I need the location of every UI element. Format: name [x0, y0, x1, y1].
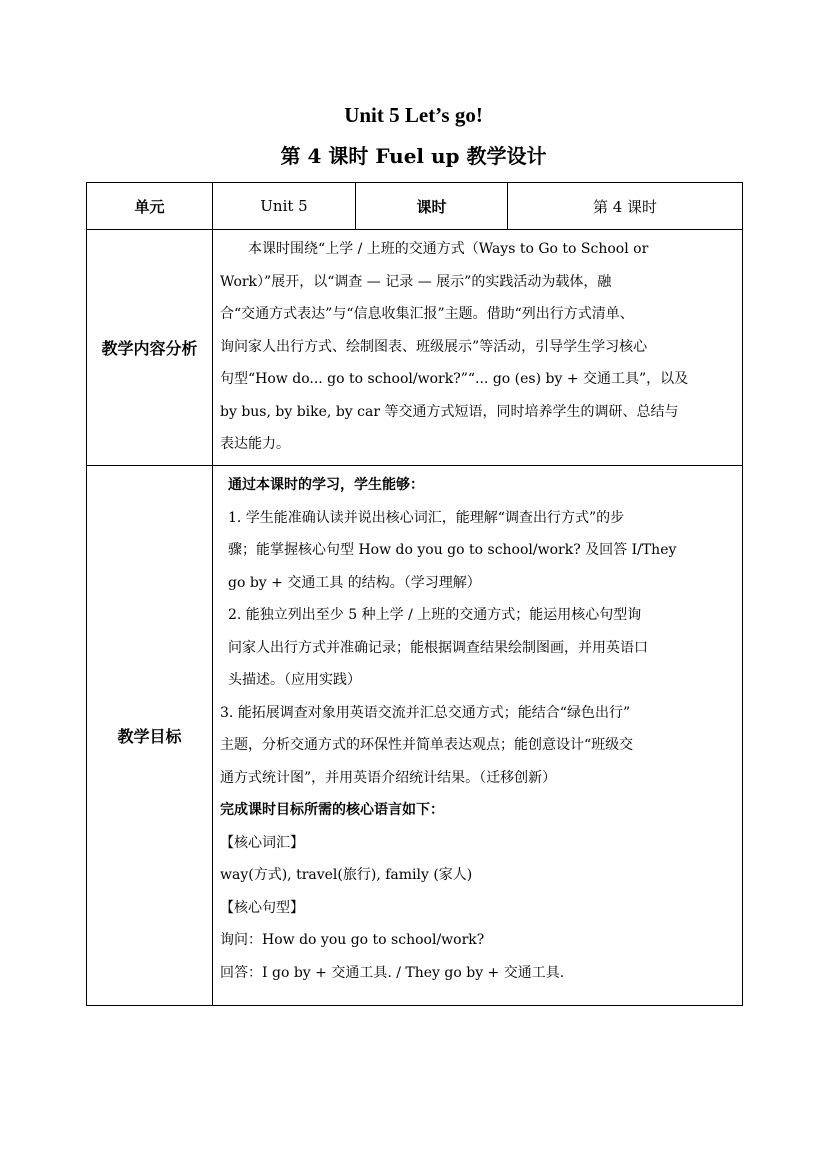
goals-label: 教学目标 [87, 466, 213, 1006]
unit-value: Unit 5 [213, 183, 356, 230]
goal-item-2: 问家人出行方式并准确记录；能根据调查结果绘制图画，并用英语口 [228, 639, 648, 656]
goal-item-1: 1. 学生能准确认读并说出核心词汇，能理解“调查出行方式”的步 [228, 509, 625, 526]
analysis-line: by bus, by bike, by car 等交通方式短语，同时培养学生的调研、总结与 [220, 403, 679, 420]
goals-intro: 通过本课时的学习，学生能够： [228, 477, 424, 493]
goal-item-2: 2. 能独立列出至少 5 种上学 / 上班的交通方式；能运用核心句型询 [228, 607, 642, 623]
goal-item-1: 骤；能掌握核心句型 How do you go to school/work? 及回答 I/They [228, 542, 677, 558]
header-row [87, 183, 743, 230]
vocab-line: way(方式), travel(旅行), family (家人) [220, 867, 473, 883]
ask-line: 询问：How do you go to school/work? [220, 932, 485, 948]
analysis-line: 表达能力。 [220, 436, 290, 452]
analysis-line: 句型“How do... go to school/work?”“... go (es) by + 交通工具”，以及 [220, 371, 689, 387]
lesson-value: 第 4 课时 [508, 183, 743, 230]
lesson-label: 课时 [356, 183, 508, 230]
goal-item-1: go by + 交通工具 的结构。（学习理解） [228, 574, 481, 591]
document-subtitle: 第 4 课时 Fuel up 教学设计 [280, 144, 547, 168]
analysis-line: 合“交通方式表达”与“信息收集汇报”主题。借助“列出行方式清单、 [220, 306, 634, 322]
document-title: Unit 5 Let’s go! [344, 103, 483, 127]
analysis-line: 本课时围绕“上学 / 上班的交通方式（Ways to Go to School or [248, 241, 649, 257]
goal-item-2: 头描述。（应用实践） [228, 672, 361, 688]
goal-item-3: 3. 能拓展调查对象用英语交流并汇总交通方式；能结合“绿色出行” [220, 704, 631, 721]
sentence-heading: 【核心句型】 [220, 899, 304, 916]
analysis-content [213, 230, 743, 466]
analysis-label: 教学内容分析 [87, 230, 213, 466]
goal-item-3: 主题，分析交通方式的环保性并简单表达观点；能创意设计“班级交 [220, 737, 634, 753]
answer-line: 回答：I go by + 交通工具. / They go by + 交通工具. [220, 964, 565, 981]
lesson-design-table [86, 182, 743, 1006]
vocab-heading: 【核心词汇】 [220, 834, 304, 851]
goals-row [87, 466, 743, 1006]
goal-item-3: 通方式统计图”，并用英语介绍统计结果。（迁移创新） [220, 769, 557, 786]
unit-label: 单元 [87, 183, 213, 230]
analysis-row [87, 230, 743, 466]
analysis-line: Work）”展开，以“调查 — 记录 — 展示”的实践活动为载体，融 [220, 273, 612, 290]
goals-content [213, 466, 743, 1006]
core-language-intro: 完成课时目标所需的核心语言如下： [220, 802, 444, 818]
analysis-line: 询问家人出行方式、绘制图表、班级展示”等活动，引导学生学习核心 [220, 338, 648, 355]
